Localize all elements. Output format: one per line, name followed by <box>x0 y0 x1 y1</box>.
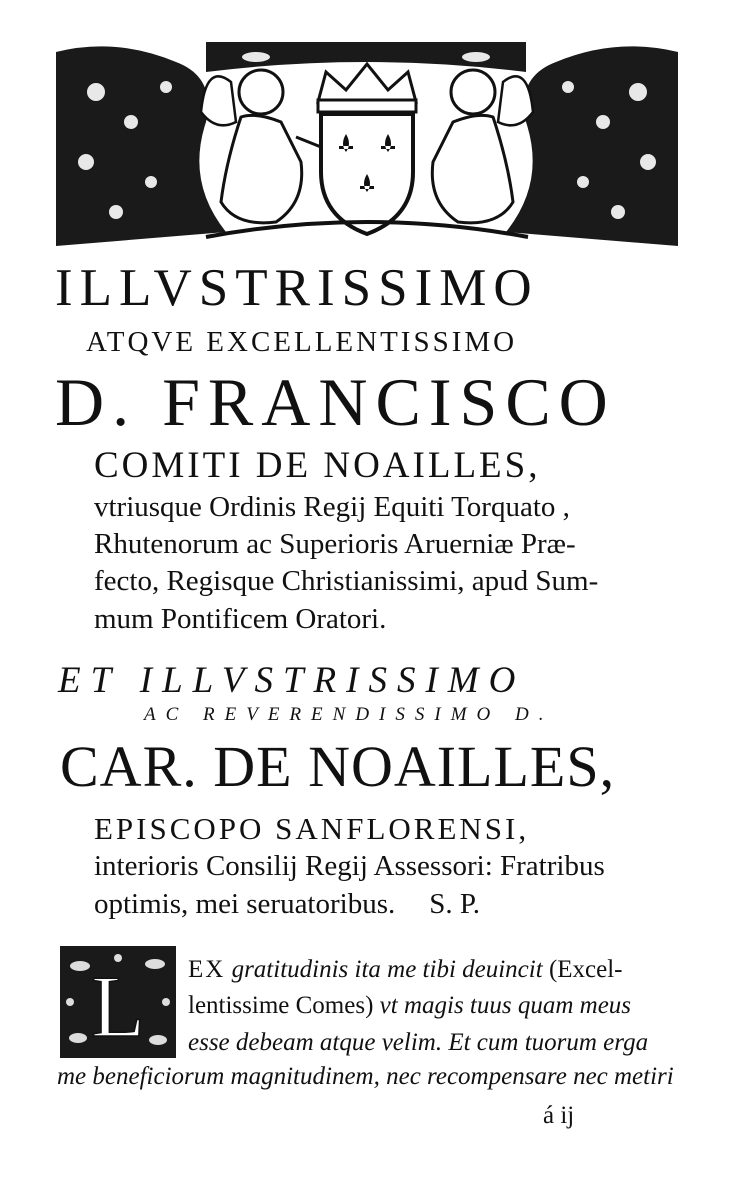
body-italic-2: vt magis tuus quam meus <box>379 992 632 1019</box>
title-line-6: Rhutenorum ac Superioris Aruerniæ Præ- <box>94 528 576 560</box>
body-line-2 <box>188 993 631 1018</box>
body-line-3: esse debeam atque velim. Et cum tuorum erga <box>188 1029 649 1056</box>
title-line-14 <box>94 890 480 919</box>
title-line-11: CAR. DE NOAILLES, <box>60 734 616 799</box>
decorated-initial-L-icon <box>60 946 176 1058</box>
title-line-14-b: S. P. <box>429 888 481 920</box>
title-line-13: interioris Consilij Regij Assessori: Fratribus <box>94 850 605 882</box>
initial-letter: L <box>91 959 145 1056</box>
body-roman-1: (Excel- <box>548 956 623 983</box>
title-line-12: EPISCOPO SANFLORENSI, <box>94 811 530 846</box>
title-line-5: vtriusque Ordinis Regij Equiti Torquato , <box>94 491 570 523</box>
body-italic-1: gratitudinis ita me tibi deuincit <box>231 956 543 983</box>
royal-arms-headpiece-icon <box>56 42 678 246</box>
title-line-10: AC REVERENDISSIMO D. <box>144 704 554 725</box>
body-line-1 <box>188 957 623 982</box>
title-line-9: ET ILLVSTRISSIMO <box>58 660 526 701</box>
title-line-7: fecto, Regisque Christianissimi, apud Sum- <box>94 565 599 597</box>
title-line-3: D. FRANCISCO <box>55 364 616 440</box>
signature-mark: á ij <box>543 1102 575 1129</box>
title-line-8: mum Pontificem Oratori. <box>94 603 387 635</box>
body-caps: EX <box>188 956 226 983</box>
body-line-4: me beneficiorum magnitudinem, nec recompensare nec metiri <box>57 1063 674 1090</box>
title-line-4: COMITI DE NOAILLES, <box>94 445 541 486</box>
title-line-1: ILLVSTRISSIMO <box>55 259 539 317</box>
title-line-2: ATQVE EXCELLENTISSIMO <box>86 326 518 358</box>
body-roman-2: lentissime Comes) <box>188 992 374 1019</box>
title-line-14-a: optimis, mei seruatoribus. <box>94 888 396 920</box>
